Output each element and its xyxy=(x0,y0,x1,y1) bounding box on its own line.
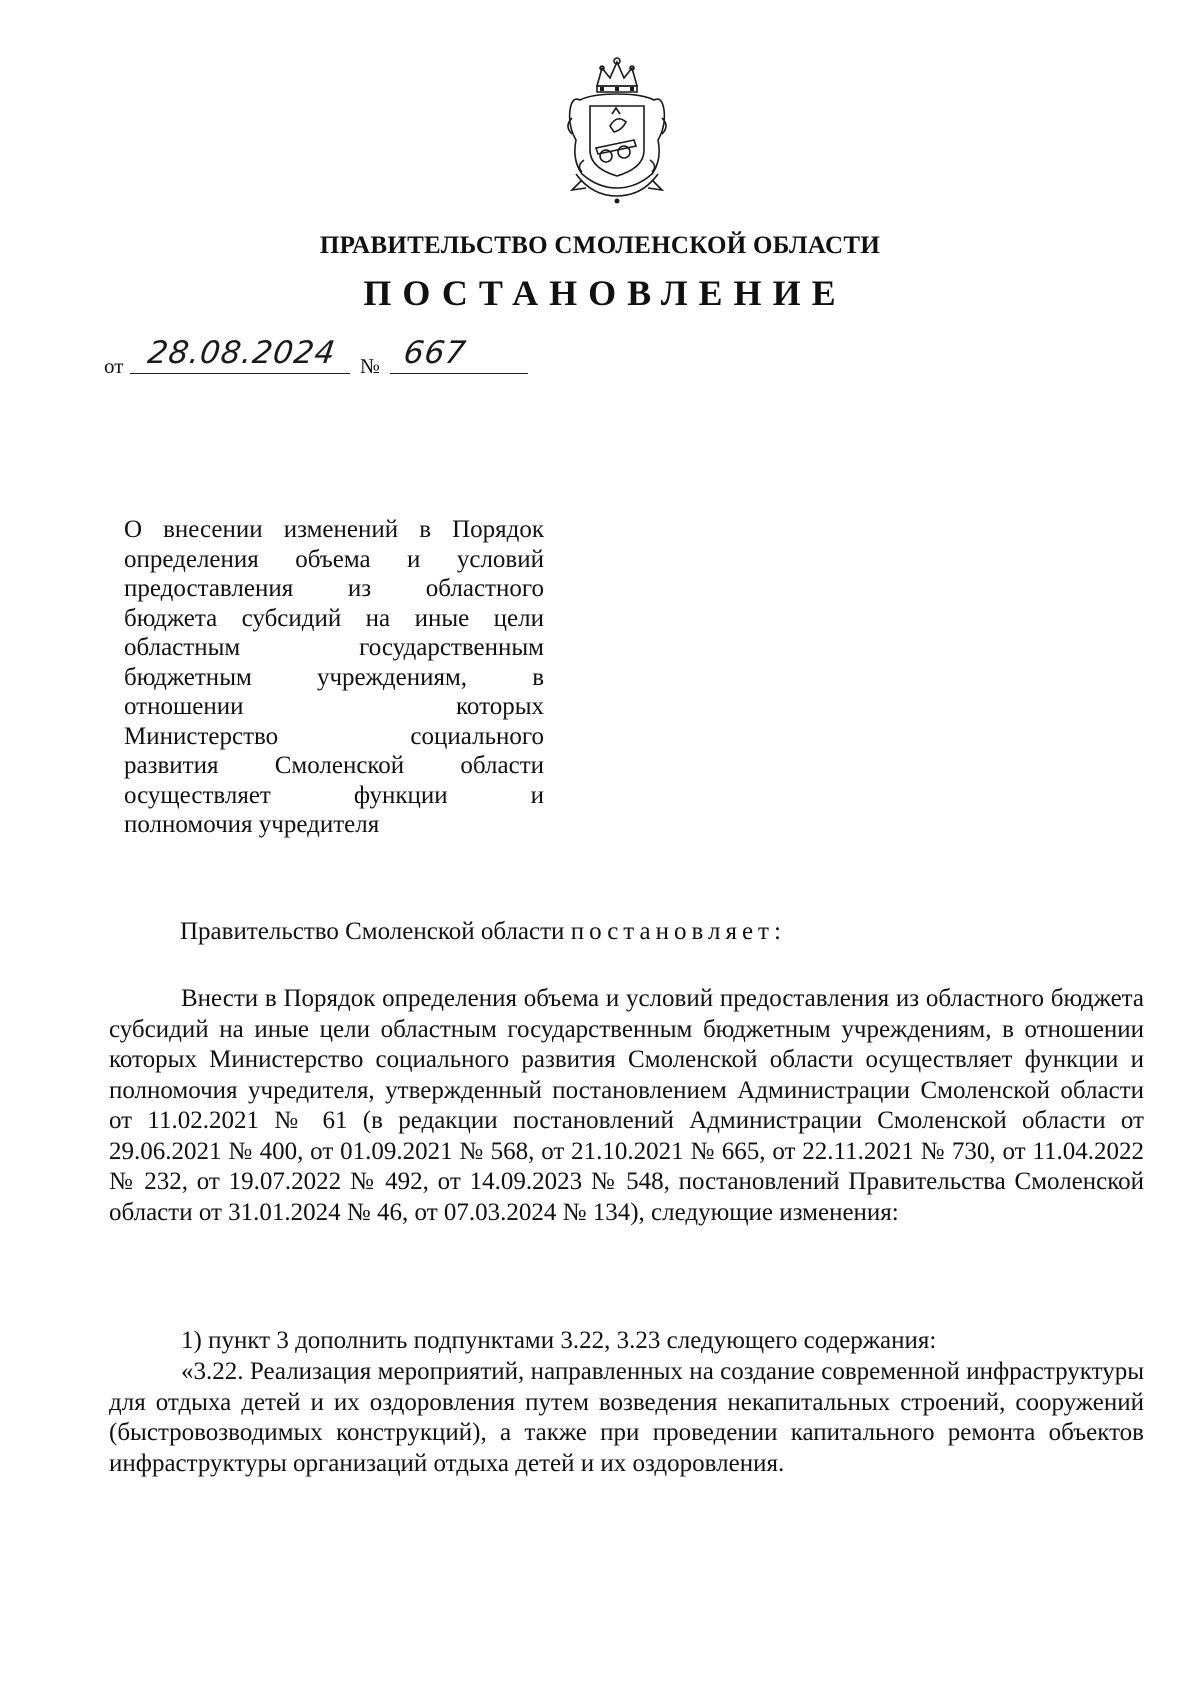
number-field xyxy=(390,335,528,374)
document-type-title: ПОСТАНОВЛЕНИЕ xyxy=(363,273,847,313)
subject-line: развития Смоленской области xyxy=(124,752,544,779)
date-field xyxy=(130,335,350,374)
subject-line: определения объема и условий xyxy=(124,545,544,573)
main-paragraph: Внести в Порядок определения объема и условий предоставления из областного бюджета субсидий на иные цели областным государственным бюджетным учреждениям, в отношении которых Министерство социального развития Смоленской области осуществляет функции и полномочия учредителя, утвержденный постановлением Администрации Смоленской области от 11.02.2021 № 61 (в редакции постановлений Администрации Смоленской области от 29.06.2021 № 400, от 01.09.2021 № 568, от 21.10.2021 № 665, от 22.11.2021 № 730, от 11.04.2022 № 232, от 19.07.2022 № 492, от 14.09.2023 № 548, постановлений Правительства Смоленской области от 31.01.2024 № 46, от 07.03.2024 № 134), следующие изменения: xyxy=(109,985,1144,1226)
subject-line: полномочия учредителя xyxy=(124,811,380,838)
document-subject xyxy=(124,515,544,840)
subject-line: отношении которых xyxy=(124,693,544,720)
subject-line: Министерство социального xyxy=(124,722,544,750)
date-label: от xyxy=(104,354,124,378)
subject-line: бюджетным учреждениям, в xyxy=(124,663,544,691)
resolution-line xyxy=(180,917,1080,948)
subject-line: предоставления из областного xyxy=(124,575,544,602)
item-1-paragraph: 1) пункт 3 дополнить подпунктами 3.22, 3.23 следующего содержания: xyxy=(181,1327,937,1354)
subject-line: О внесении изменений в Порядок xyxy=(124,516,544,543)
coat-of-arms-icon xyxy=(562,56,672,206)
subject-line: областным государственным xyxy=(124,634,544,661)
resolution-verb: постановляет: xyxy=(570,918,786,945)
number-label: № xyxy=(360,354,381,378)
organization-title: ПРАВИТЕЛЬСТВО СМОЛЕНСКОЙ ОБЛАСТИ xyxy=(319,232,881,259)
handwritten-number: 667 xyxy=(401,335,469,371)
resolution-subject: Правительство Смоленской области xyxy=(180,918,565,945)
subject-line: осуществляет функции и xyxy=(124,781,544,809)
item-3-22-paragraph: «3.22. Реализация мероприятий, направленных на создание современной инфраструктуры для отдыха детей и их оздоровления путем возведения некапитальных строений, сооружений (быстровозводимых конструкций), а также при проведении капитального ремонта объектов инфраструктуры организаций отдыха детей и их оздоровления. xyxy=(109,1358,1144,1477)
handwritten-date: 28.08.2024 xyxy=(145,335,339,371)
subject-line: бюджета субсидий на иные цели xyxy=(124,604,544,632)
